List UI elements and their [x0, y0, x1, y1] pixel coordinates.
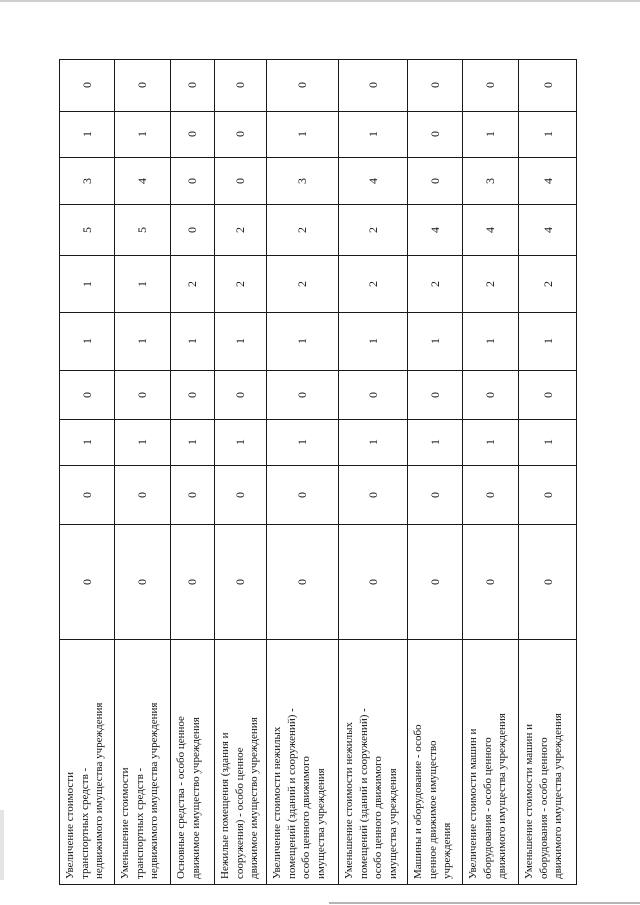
table-row-rule: [59, 465, 577, 466]
scan-mark-bottom: [329, 902, 640, 904]
cell-value-text: 0: [295, 82, 309, 88]
cell-value-text: 0: [185, 131, 199, 137]
cell-value-text: 0: [185, 82, 199, 88]
row-label: [411, 724, 455, 879]
table-column-rule: [214, 59, 215, 885]
cell-value-text: 2: [365, 226, 380, 233]
cell-value-text: 1: [135, 439, 149, 445]
cell-value-text: 4: [483, 226, 497, 233]
cell-value-text: 2: [365, 280, 380, 287]
row-label-line: Уменьшение стоимости машин и: [523, 724, 535, 879]
row-label: [218, 717, 262, 879]
cell-value-text: 0: [365, 391, 380, 398]
cell-value-text: 2: [233, 226, 247, 233]
cell-value-text: 2: [483, 280, 497, 287]
cell-value-text: 2: [295, 226, 309, 233]
cell-value-text: 1: [540, 338, 555, 344]
row-label-line: Уменьшение стоимости: [119, 767, 131, 879]
cell-value-text: 0: [483, 578, 497, 585]
row-label-line: Нежилые помещения (здания и: [219, 732, 231, 879]
row-label-line: имущества учреждения: [314, 768, 327, 879]
cell-value-text: 1: [483, 439, 497, 445]
cell-value-text: 1: [185, 338, 199, 344]
row-label-line: движимого имущества учреждения: [552, 713, 564, 879]
row-label-line: помещений (зданий и сооружений) -: [357, 708, 370, 879]
cell-value-text: 0: [185, 391, 199, 398]
cell-value-text: 1: [483, 338, 497, 344]
cell-value-text: 1: [295, 131, 309, 137]
cell-value-text: 2: [185, 280, 199, 287]
row-label-line: помещений (зданий и сооружений) -: [285, 708, 298, 879]
table-row-rule: [59, 639, 577, 640]
row-label: [466, 713, 510, 879]
table-row-rule: [59, 255, 577, 256]
table-row-rule: [59, 524, 577, 525]
row-label-line: недвижимого имущества учреждения: [148, 702, 160, 879]
table-column-rule: [114, 59, 115, 885]
cell-value-text: 1: [79, 338, 94, 344]
cell-value-text: 0: [185, 578, 199, 585]
row-label-line: недвижимого имущества учреждения: [93, 702, 105, 879]
table-row-rule: [59, 884, 577, 885]
cell-value-text: 1: [135, 280, 149, 287]
row-label-line: Увеличение стоимости: [64, 772, 76, 879]
cell-value-text: 0: [427, 82, 442, 88]
cell-value-text: 3: [79, 177, 94, 184]
table-row-rule: [59, 370, 577, 371]
row-label-line: Машины и оборудование - особо: [412, 724, 424, 879]
cell-value-text: 0: [427, 491, 442, 498]
table-column-rule: [407, 59, 408, 885]
table-row-rule: [59, 312, 577, 313]
cell-value-text: 0: [483, 491, 497, 498]
cell-value-text: 1: [135, 338, 149, 344]
table-column-rule: [338, 59, 339, 885]
cell-value-text: 0: [365, 491, 380, 498]
row-label-line: движимое имущество учреждения: [248, 717, 260, 879]
row-label-line: учреждения: [441, 822, 453, 879]
table-column-rule: [59, 59, 60, 885]
row-label-line: сооружения) - особо ценное: [233, 747, 246, 879]
row-label: [63, 703, 107, 879]
cell-value-text: 0: [79, 391, 94, 398]
table-column-rule: [266, 59, 267, 885]
table-column-rule: [170, 59, 171, 885]
cell-value-text: 1: [427, 338, 442, 344]
cell-value-text: 0: [135, 391, 149, 398]
cell-value-text: 2: [427, 280, 442, 287]
cell-value-text: 4: [427, 226, 442, 233]
cell-value-text: 1: [79, 131, 94, 137]
row-label: [522, 713, 566, 879]
table-column-rule: [518, 59, 519, 885]
cell-value-text: 5: [135, 226, 149, 233]
cell-value-text: 0: [483, 82, 497, 88]
cell-value-text: 1: [233, 439, 247, 445]
row-label-line: ценное движимое имущество: [426, 740, 439, 879]
cell-value-text: 3: [483, 177, 497, 184]
cell-value-text: 0: [295, 578, 309, 585]
table-column-rule: [576, 59, 577, 885]
row-label-line: Основные средства - особо ценное: [175, 716, 187, 879]
table-column-rule: [462, 59, 463, 885]
table-row-rule: [59, 204, 577, 205]
cell-value-text: 0: [295, 391, 309, 398]
cell-value-text: 0: [540, 391, 555, 398]
row-label-line: имущества учреждения: [386, 768, 399, 879]
cell-value-text: 0: [79, 578, 94, 585]
table-row-rule: [59, 111, 577, 112]
cell-value-text: 4: [540, 177, 555, 184]
row-label-line: Уменьшение стоимости нежилых: [343, 722, 355, 879]
row-label-line: оборудования - особо ценного: [481, 737, 494, 879]
row-label-line: Увеличение стоимости машин и: [467, 728, 479, 879]
cell-value-text: 0: [185, 491, 199, 498]
cell-value-text: 2: [233, 280, 247, 287]
row-label-line: движимое имущество учреждения: [189, 717, 202, 879]
cell-value-text: 1: [185, 439, 199, 445]
cell-value-text: 1: [233, 338, 247, 344]
cell-value-text: 3: [295, 177, 309, 184]
cell-value-text: 4: [540, 226, 555, 233]
cell-value-text: 0: [540, 82, 555, 88]
row-label-line: движимого имущества учреждения: [496, 713, 508, 879]
scan-edge-top: [0, 0, 640, 2]
cell-value-text: 0: [483, 391, 497, 398]
cell-value-text: 0: [427, 177, 442, 184]
cell-value-text: 5: [79, 226, 94, 233]
cell-value-text: 0: [79, 491, 94, 498]
row-label: [342, 708, 400, 879]
row-label-line: оборудования - особо ценного: [537, 737, 550, 879]
row-label-line: особо ценного движимого: [372, 756, 384, 879]
cell-value-text: 0: [233, 131, 247, 137]
cell-value-text: 0: [365, 82, 380, 88]
cell-value-text: 4: [135, 177, 149, 184]
cell-value-text: 0: [233, 578, 247, 585]
cell-value-text: 1: [135, 131, 149, 137]
cell-value-text: 1: [365, 338, 380, 344]
cell-value-text: 0: [540, 578, 555, 585]
cell-value-text: 0: [135, 82, 149, 88]
cell-value-text: 1: [540, 439, 555, 445]
cell-value-text: 1: [79, 439, 94, 445]
cell-value-text: 1: [540, 131, 555, 137]
cell-value-text: 0: [185, 226, 199, 233]
cell-value-text: 0: [427, 578, 442, 585]
cell-value-text: 0: [427, 131, 442, 137]
cell-value-text: 0: [427, 391, 442, 398]
cell-value-text: 0: [295, 491, 309, 498]
cell-value-text: 2: [540, 280, 555, 287]
row-label: [270, 708, 328, 879]
row-label: [118, 703, 162, 879]
cell-value-text: 0: [540, 491, 555, 498]
row-label-line: транспортных средств -: [133, 767, 146, 879]
cell-value-text: 4: [365, 177, 380, 184]
cell-value-text: 0: [233, 82, 247, 88]
row-label: [174, 716, 203, 879]
cell-value-text: 0: [365, 578, 380, 585]
cell-value-text: 0: [185, 177, 199, 184]
row-label-line: Увеличение стоимости нежилых: [271, 726, 283, 879]
cell-value-text: 1: [365, 131, 380, 137]
cell-value-text: 1: [483, 131, 497, 137]
table-row-rule: [59, 59, 577, 60]
cell-value-text: 0: [135, 491, 149, 498]
cell-value-text: 1: [365, 439, 380, 445]
cell-value-text: 0: [233, 491, 247, 498]
cell-value-text: 0: [233, 391, 247, 398]
cell-value-text: 1: [295, 439, 309, 445]
cell-value-text: 1: [295, 338, 309, 344]
cell-value-text: 1: [427, 439, 442, 445]
row-label-line: особо ценного движимого: [300, 756, 312, 879]
table-row-rule: [59, 419, 577, 420]
cell-value-text: 0: [135, 578, 149, 585]
cell-value-text: 0: [233, 177, 247, 184]
cell-value-text: 1: [79, 280, 94, 287]
cell-value-text: 0: [79, 82, 94, 88]
row-label-line: транспортных средств -: [78, 767, 91, 879]
table-row-rule: [59, 157, 577, 158]
cell-value-text: 2: [295, 280, 309, 287]
scan-mark-left: [0, 810, 4, 880]
